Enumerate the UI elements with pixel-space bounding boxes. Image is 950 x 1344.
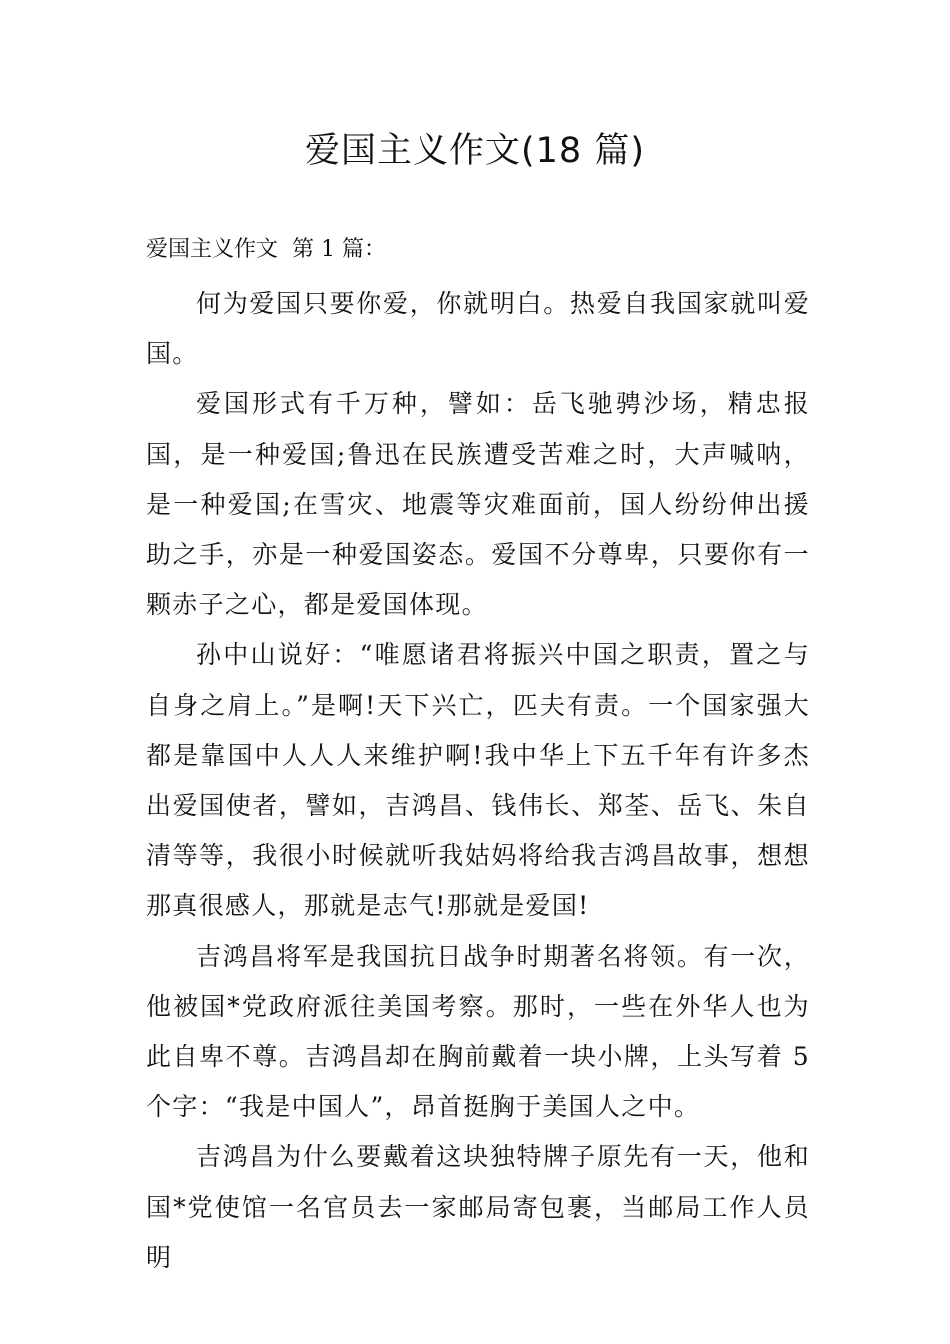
document-body <box>146 279 810 1283</box>
paragraph-5: 吉鸿昌为什么要戴着这块独特牌子原先有一天，他和国*党使馆一名官员去一家邮局寄包裹，当邮局工作人员明 <box>146 1142 810 1272</box>
paragraph-1: 何为爱国只要你爱，你就明白。热爱自我国家就叫爱国。 <box>146 289 810 369</box>
paragraph-2: 爱国形式有千万种，譬如：岳飞驰骋沙场，精忠报国，是一种爱国;鲁迅在民族遭受苦难之时，大声喊呐，是一种爱国;在雪灾、地震等灾难面前，国人纷纷伸出援助之手，亦是一种爱国姿态。爱国不分尊卑，只要你有一颗赤子之心，都是爱国体现。 <box>146 389 810 620</box>
paragraph-3: 孙中山说好：“唯愿诸君将振兴中国之职责，置之与自身之肩上。”是啊!天下兴亡，匹夫有责。一个国家强大都是靠国中人人人来维护啊!我中华上下五千年有许多杰出爱国使者，譬如，吉鸿昌、钱伟长、郑荃、岳飞、朱自清等等，我很小时候就听我姑妈将给我吉鸿昌故事，想想那真很感人，那就是志气!那就是爱国! <box>146 640 810 921</box>
section-heading: 爱国主义作文 第 1 篇： <box>146 237 386 262</box>
paragraph-4: 吉鸿昌将军是我国抗日战争时期著名将领。有一次，他被国*党政府派往美国考察。那时，一些在外华人也为此自卑不尊。吉鸿昌却在胸前戴着一块小牌，上头写着 5 个字：“我是中国人”，昂首挺胸于美国人之中。 <box>146 941 810 1122</box>
document-title: 爱国主义作文(18 篇) <box>305 131 645 171</box>
